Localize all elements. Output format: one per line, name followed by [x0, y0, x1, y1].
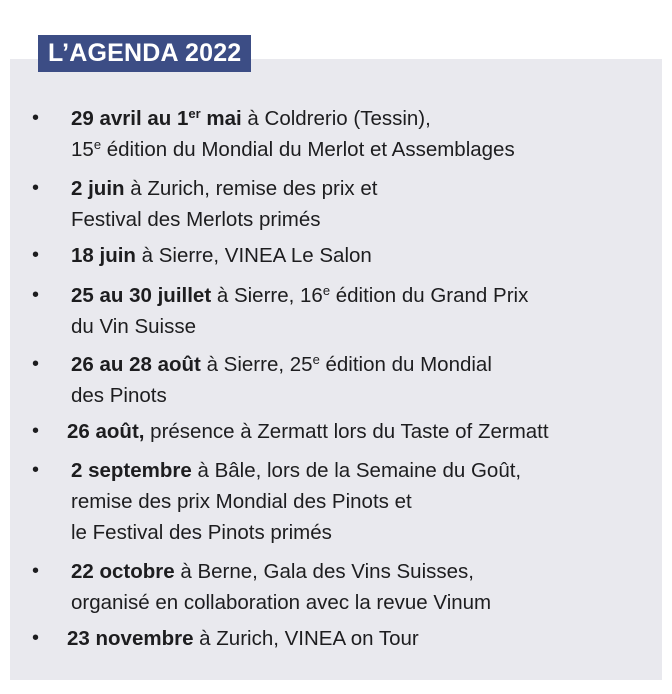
bullet: • — [32, 459, 40, 481]
bullet: • — [32, 107, 40, 129]
event-description: à Berne, Gala des Vins Suisses, — [174, 560, 474, 583]
agenda-title: L’AGENDA 2022 — [38, 35, 251, 72]
agenda-item-text — [71, 240, 372, 271]
bullet: • — [32, 560, 40, 582]
event-date: 18 juin — [71, 244, 136, 267]
event-description-line2: remise des prix Mondial des Pinots et — [71, 490, 412, 513]
agenda-item-text — [71, 556, 491, 618]
event-description-line3: le Festival des Pinots primés — [71, 521, 332, 544]
event-description: présence à Zermatt lors du Taste of Zermatt — [144, 420, 549, 443]
event-date: 2 juin — [71, 177, 125, 200]
bullet: • — [32, 284, 40, 306]
bullet: • — [32, 420, 40, 442]
event-description: à Sierre, 25e édition du Mondial — [200, 352, 492, 376]
bullet: • — [32, 353, 40, 375]
event-date: 26 au 28 août — [71, 353, 201, 376]
event-description-line2: du Vin Suisse — [71, 315, 196, 338]
agenda-item-text — [71, 349, 492, 411]
agenda-item-text — [67, 623, 419, 654]
event-description: à Sierre, 16e édition du Grand Prix — [211, 283, 529, 307]
event-description: à Zurich, remise des prix et — [124, 177, 378, 200]
event-date: 22 octobre — [71, 560, 175, 583]
agenda-item-text — [71, 103, 515, 165]
event-description-line2: organisé en collaboration avec la revue Vinum — [71, 591, 492, 614]
event-description: à Zurich, VINEA on Tour — [193, 627, 419, 650]
event-description: à Sierre, VINEA Le Salon — [135, 244, 372, 267]
event-description-line2: Festival des Merlots primés — [71, 208, 321, 231]
event-date: 29 avril au 1er mai — [71, 106, 242, 130]
bullet: • — [32, 244, 40, 266]
event-description-line2: 15e édition du Mondial du Merlot et Assemblages — [71, 137, 515, 161]
agenda-item-text — [71, 280, 528, 342]
event-date: 25 au 30 juillet — [71, 284, 212, 307]
bullet: • — [32, 627, 40, 649]
agenda-item-text — [71, 455, 521, 548]
agenda-item-text — [67, 416, 549, 447]
event-date: 23 novembre — [67, 627, 194, 650]
bullet: • — [32, 177, 40, 199]
event-date: 2 septembre — [71, 459, 192, 482]
event-date: 26 août, — [67, 420, 145, 443]
event-description: à Bâle, lors de la Semaine du Goût, — [191, 459, 522, 482]
event-description: à Coldrerio (Tessin), — [241, 107, 431, 130]
agenda-item-text — [71, 173, 377, 235]
event-description-line2: des Pinots — [71, 384, 167, 407]
